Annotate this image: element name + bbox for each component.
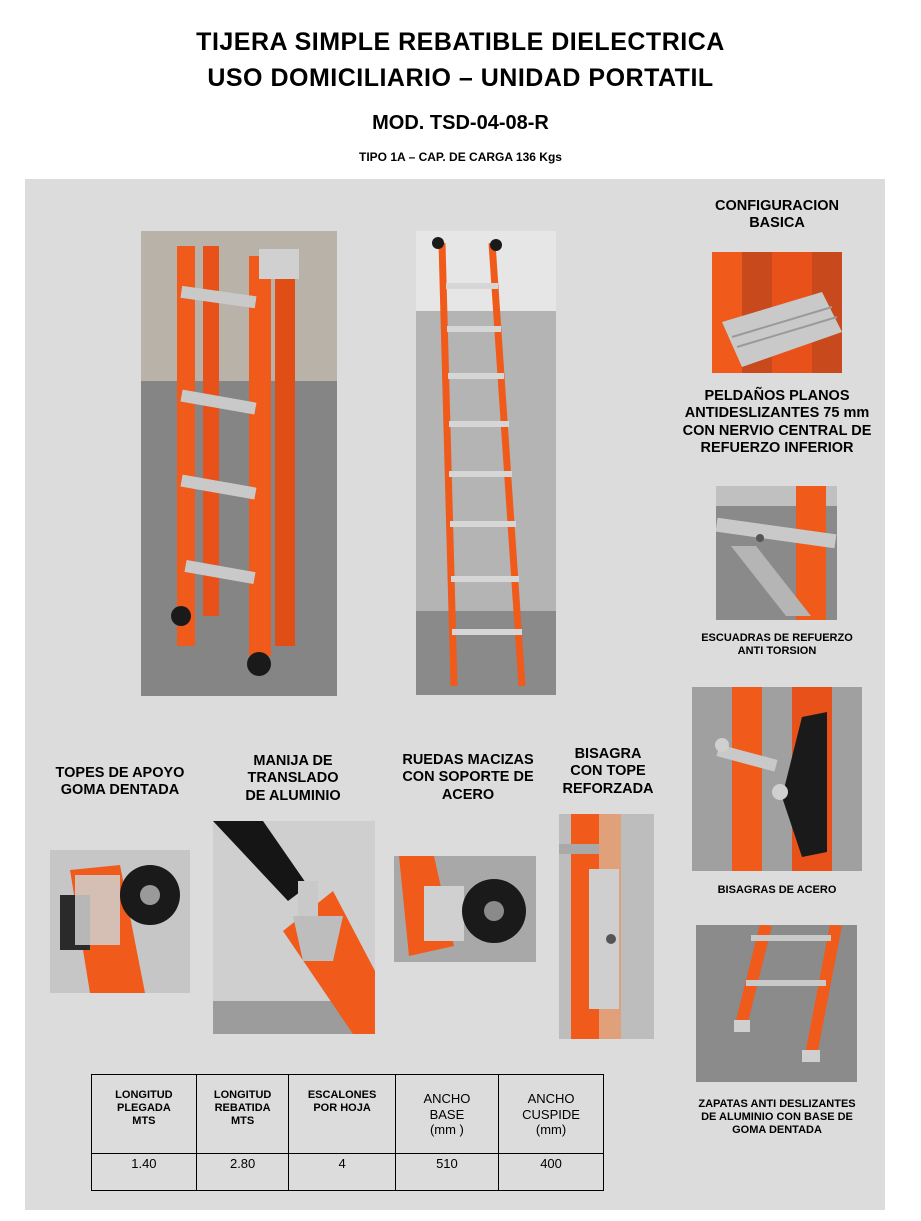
flat-step-photo — [712, 252, 842, 373]
caption-hinge-with-stop: BISAGRA CON TOPE REFORZADA — [562, 746, 654, 797]
header-unfolded-length: LONGITUD REBATIDA MTS — [196, 1075, 289, 1154]
specifications-table — [91, 1074, 604, 1191]
model-number: MOD. TSD-04-08-R — [372, 112, 549, 134]
header-base-width: ANCHO BASE (mm ) — [395, 1075, 498, 1154]
header-steps-per-side: ESCALONES POR HOJA — [289, 1075, 395, 1154]
caption-rubber-stops: TOPES DE APOYO GOMA DENTADA — [55, 765, 185, 799]
reinforcement-bracket-photo — [716, 486, 837, 620]
value-unfolded-length: 2.80 — [196, 1154, 289, 1191]
caption-flat-steps: PELDAÑOS PLANOS ANTIDESLIZANTES 75 mm CON NERVIO CENTRAL DE REFUERZO INFERIOR — [682, 388, 872, 457]
reinforced-hinge-photo — [559, 814, 654, 1039]
value-base-width: 510 — [395, 1154, 498, 1191]
caption-config-basica: CONFIGURACION BASICA — [714, 198, 840, 232]
solid-wheels-photo — [394, 856, 536, 962]
header-top-width: ANCHO CUSPIDE (mm) — [499, 1075, 604, 1154]
anti-slip-feet-photo — [696, 925, 857, 1082]
document-title-line-2: USO DOMICILIARIO – UNIDAD PORTATIL — [207, 64, 714, 92]
table-header-row — [92, 1075, 604, 1154]
rubber-stops-photo — [50, 850, 190, 993]
caption-reinforcement-brackets: ESCUADRAS DE REFUERZO ANTI TORSION — [701, 632, 853, 658]
caption-solid-wheels: RUEDAS MACIZAS CON SOPORTE DE ACERO — [402, 752, 534, 803]
load-type: TIPO 1A – CAP. DE CARGA 136 Kgs — [359, 150, 562, 164]
value-top-width: 400 — [499, 1154, 604, 1191]
caption-anti-slip-feet: ZAPATAS ANTI DESLIZANTES DE ALUMINIO CON BASE DE GOMA DENTADA — [698, 1098, 856, 1137]
table-row — [92, 1154, 604, 1191]
aluminum-handle-photo — [213, 821, 375, 1034]
document-title-line-1: TIJERA SIMPLE REBATIBLE DIELECTRICA — [196, 28, 725, 56]
caption-steel-hinges: BISAGRAS DE ACERO — [717, 884, 837, 896]
steel-hinges-photo — [692, 687, 862, 871]
caption-aluminum-handle: MANIJA DE TRANSLADO DE ALUMINIO — [245, 753, 341, 804]
header-folded-length: LONGITUD PLEGADA MTS — [92, 1075, 197, 1154]
folded-ladder-photo — [141, 231, 337, 696]
value-steps-per-side: 4 — [289, 1154, 395, 1191]
extended-ladder-photo — [416, 231, 556, 695]
value-folded-length: 1.40 — [92, 1154, 197, 1191]
